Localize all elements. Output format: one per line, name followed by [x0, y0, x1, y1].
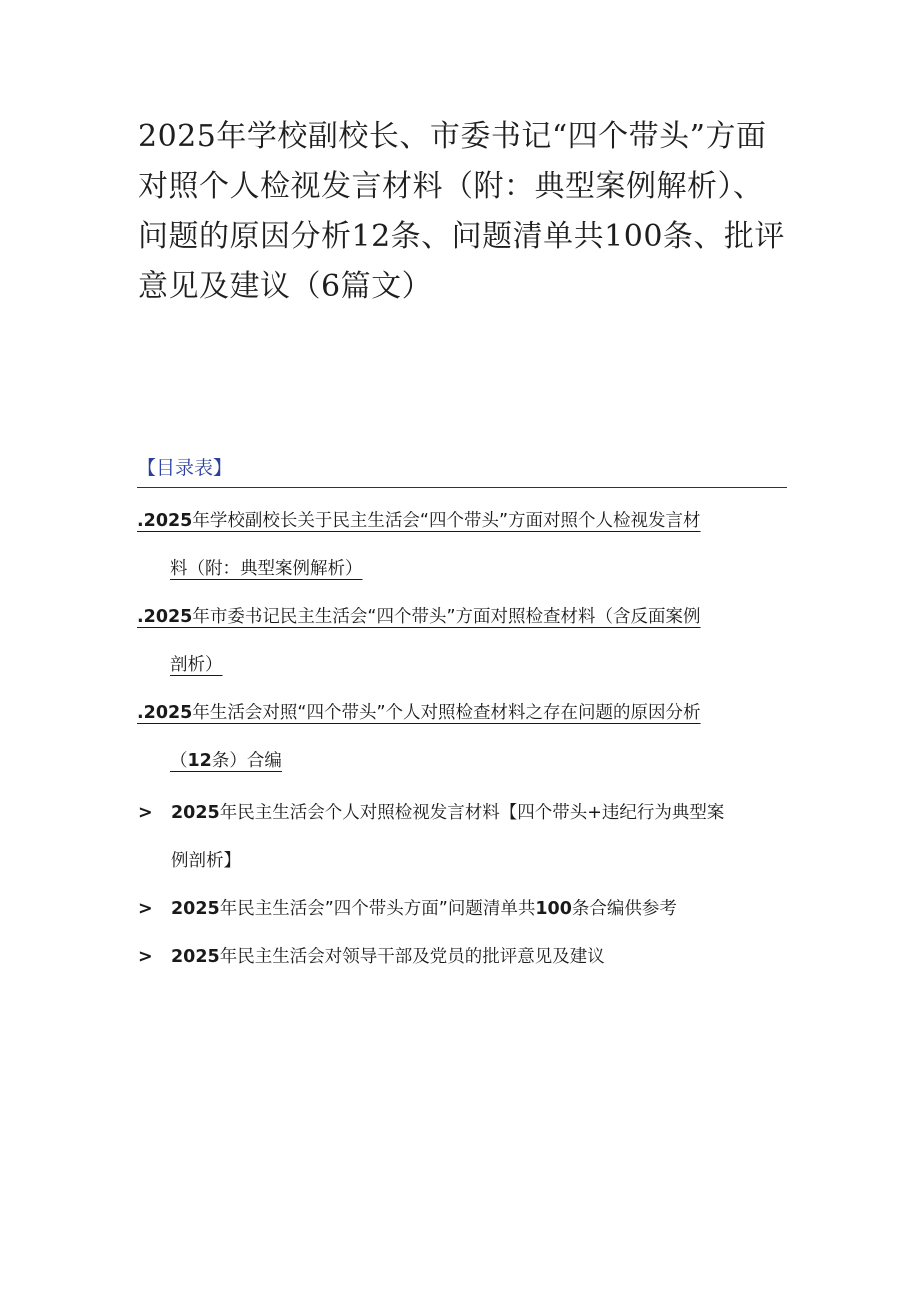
toc-text: 年市委书记民主生活会“四个带头”方面对照检查材料（含反面案例: [192, 607, 701, 627]
toc-body: [171, 933, 787, 981]
toc-bullet-marker: >: [138, 899, 153, 919]
toc-body: [171, 885, 787, 933]
toc-heading: 【目录表】: [137, 457, 233, 479]
toc-line: [137, 497, 787, 545]
toc-line-continued: 例剖析】: [171, 851, 241, 871]
toc-item-problem-list[interactable]: [137, 885, 787, 933]
toc-divider: [137, 487, 787, 488]
toc-text: （: [170, 751, 188, 771]
toc-item-party-secretary[interactable]: [137, 593, 787, 689]
toc-number: 100: [535, 899, 572, 919]
toc-text: 料（附：典型案例解析）: [170, 559, 363, 579]
toc-number: 12: [187, 751, 212, 771]
toc-line-continued: [137, 641, 787, 689]
toc-year: 2025: [171, 803, 220, 823]
toc-prefix: .: [137, 511, 144, 531]
toc-year: 2025: [143, 511, 193, 531]
toc-text: 年民主生活会个人对照检视发言材料【四个带头+违纪行为典型案: [219, 803, 725, 823]
toc-prefix: .: [137, 703, 144, 723]
toc-text: 条）合编: [211, 751, 282, 771]
toc-text: 条合编供参考: [571, 899, 677, 919]
toc-line-continued: [137, 737, 787, 785]
toc-text: 剖析）: [170, 655, 223, 675]
toc-item-personal-review[interactable]: [137, 789, 787, 885]
toc-line: [137, 593, 787, 641]
toc-year: 2025: [143, 703, 193, 723]
toc-text: 年生活会对照“四个带头”个人对照检查材料之存在问题的原因分析: [192, 703, 701, 723]
toc-line: [171, 789, 787, 837]
toc-line: [137, 689, 787, 737]
toc-line-continued: [137, 545, 787, 593]
toc-prefix: .: [137, 607, 144, 627]
toc-item-criticism-suggestions[interactable]: [137, 933, 787, 981]
toc-item-vice-principal[interactable]: [137, 497, 787, 593]
toc-item-cause-analysis[interactable]: [137, 689, 787, 785]
toc-bullet-marker: >: [138, 947, 153, 967]
toc-line: [171, 885, 787, 933]
toc-body: [171, 789, 787, 885]
toc-line: [171, 933, 787, 981]
document-title: 2025年学校副校长、市委书记“四个带头”方面对照个人检视发言材料（附：典型案例解析）、问题的原因分析12条、问题清单共100条、批评意见及建议（6篇文）: [138, 119, 785, 304]
toc-text: 年民主生活会对领导干部及党员的批评意见及建议: [219, 947, 605, 967]
toc-text: 年学校副校长关于民主生活会“四个带头”方面对照个人检视发言材: [192, 511, 701, 531]
toc-year: 2025: [171, 947, 220, 967]
toc-year: 2025: [171, 899, 220, 919]
toc-text: 年民主生活会”四个带头方面”问题清单共: [219, 899, 536, 919]
toc-list: [137, 497, 787, 981]
toc-bullet-marker: >: [138, 803, 153, 823]
toc-year: 2025: [143, 607, 193, 627]
